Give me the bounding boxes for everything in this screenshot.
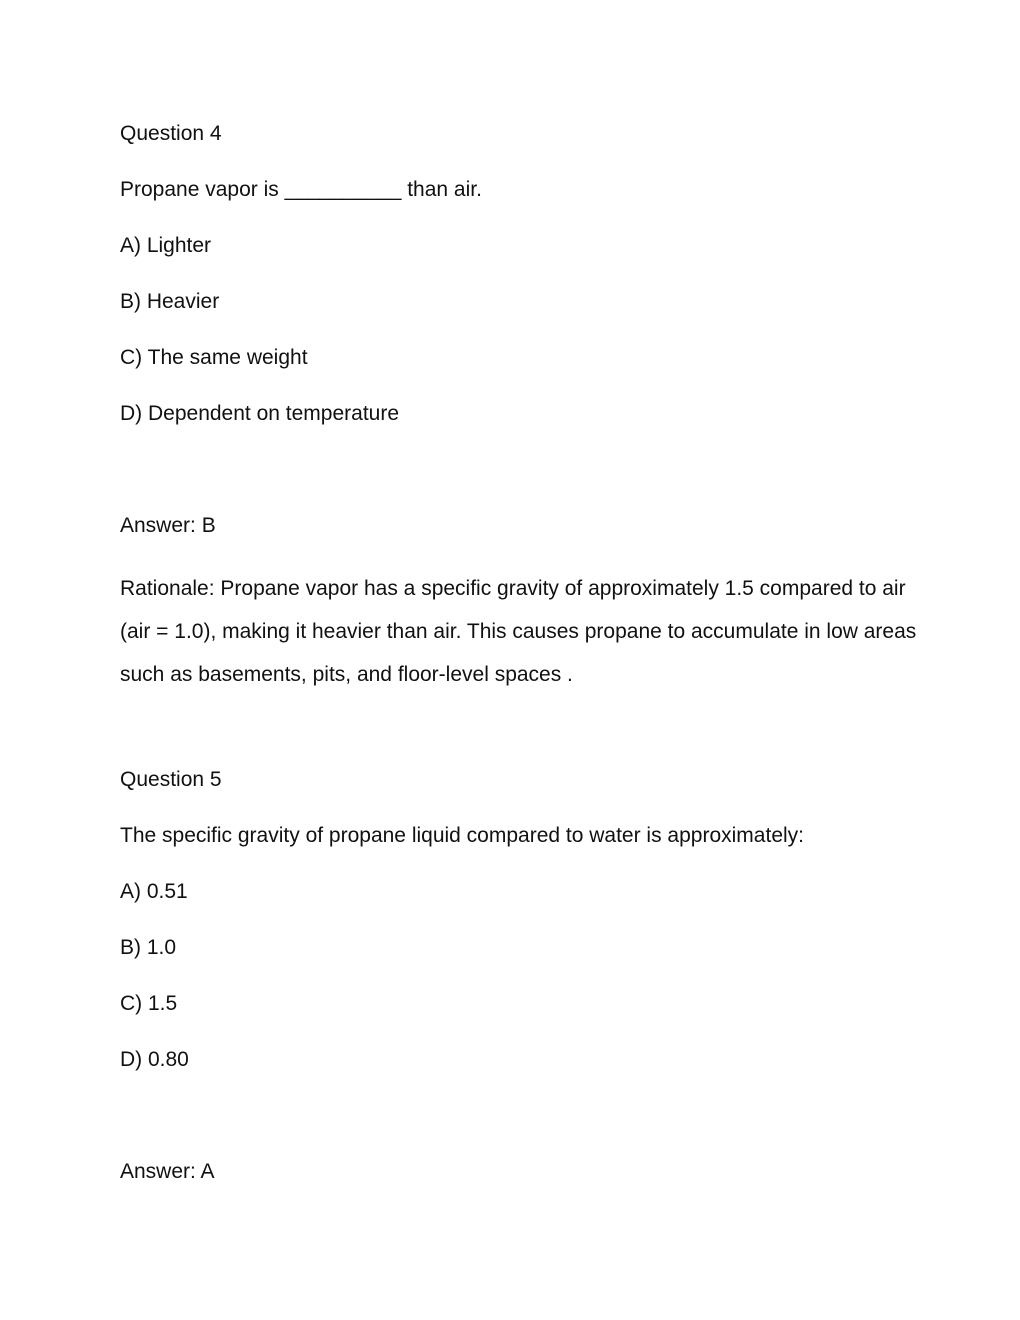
question-4-option-d: D) Dependent on temperature xyxy=(120,402,399,425)
question-4-rationale: Rationale: Propane vapor has a specific gravity of approximately 1.5 compared to air (air = 1.0), making it heavier than air. This causes propane to accumulate in low areas such as basements, pits, and floor-level spaces . xyxy=(120,577,917,686)
question-4-option-b: B) Heavier xyxy=(120,290,220,313)
question-5-option-c: C) 1.5 xyxy=(120,992,178,1015)
question-5-option-b: B) 1.0 xyxy=(120,936,177,959)
question-5-answer: Answer: A xyxy=(120,1160,215,1183)
question-5-heading: Question 5 xyxy=(120,768,222,791)
question-5-prompt: The specific gravity of propane liquid compared to water is approximately: xyxy=(120,824,804,847)
question-4-heading: Question 4 xyxy=(120,122,222,145)
question-4-prompt: Propane vapor is __________ than air. xyxy=(120,178,482,201)
question-5-option-d: D) 0.80 xyxy=(120,1048,189,1071)
question-4-option-a: A) Lighter xyxy=(120,234,212,257)
question-4-answer: Answer: B xyxy=(120,514,216,537)
question-4-option-c: C) The same weight xyxy=(120,346,308,369)
question-5-option-a: A) 0.51 xyxy=(120,880,188,903)
